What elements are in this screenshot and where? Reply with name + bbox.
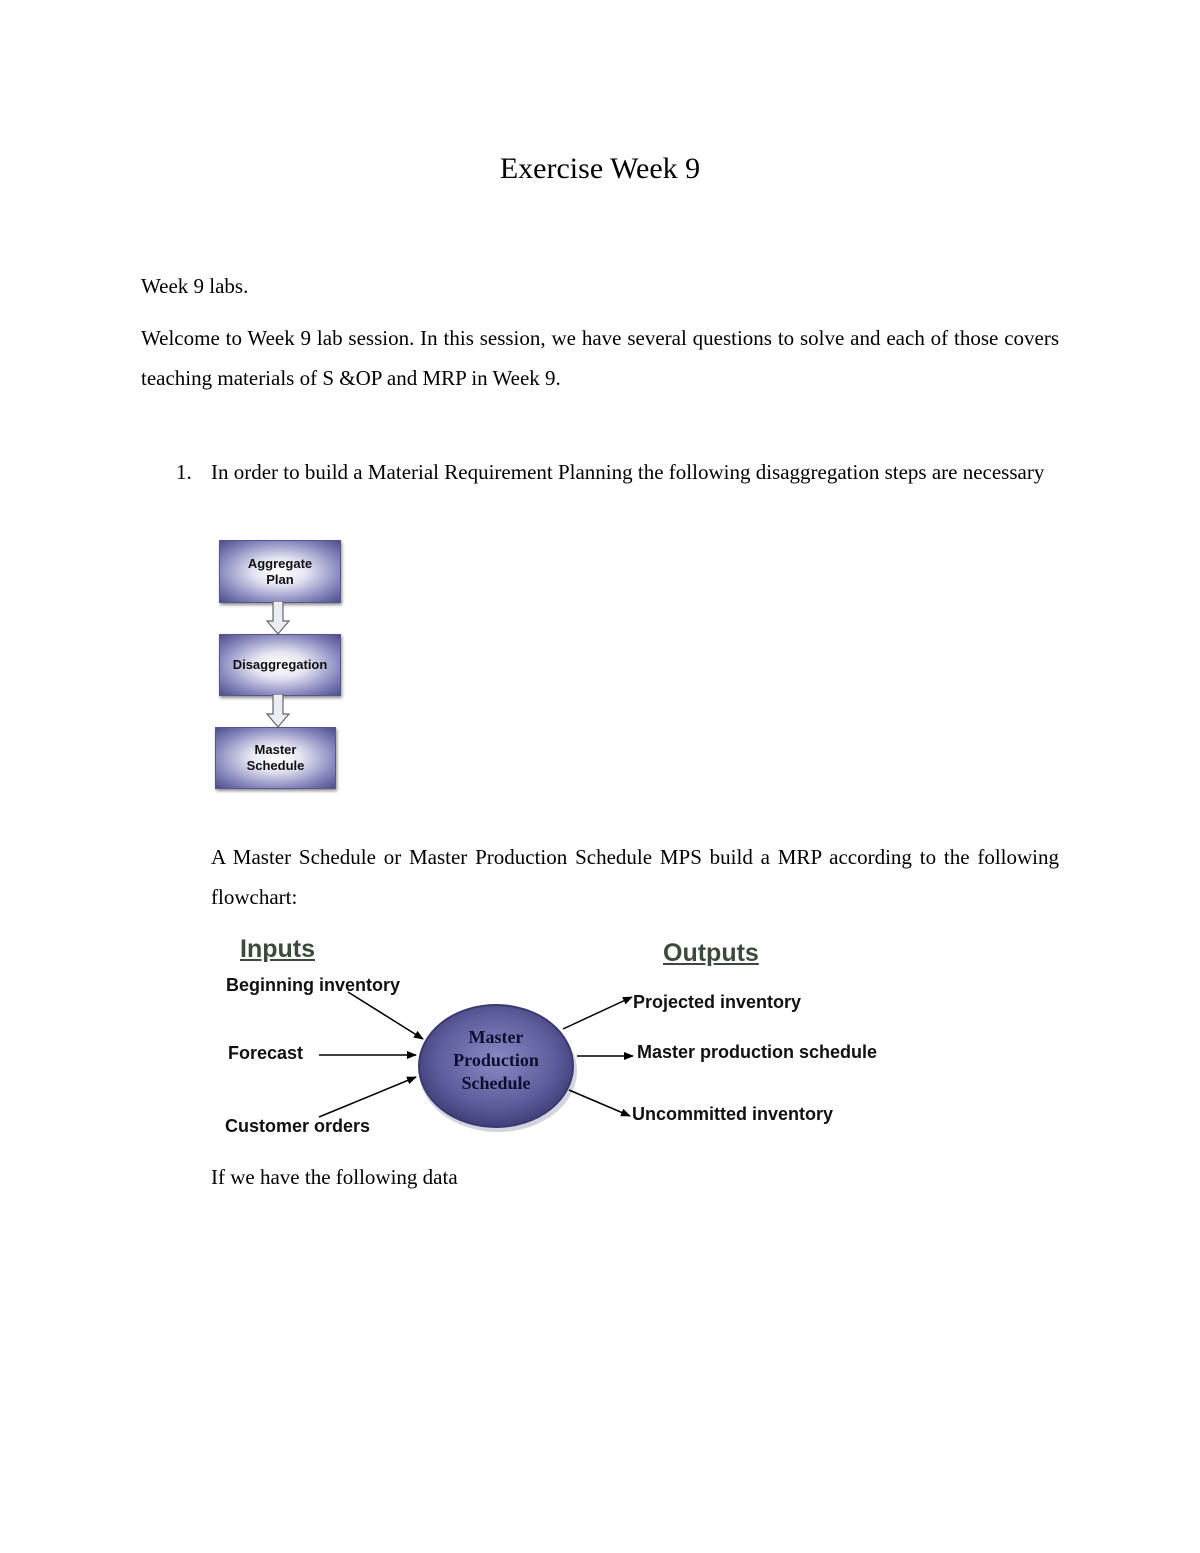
mps-paragraph: A Master Schedule or Master Production Schedule MPS build a MRP according to the following flowchart:: [211, 845, 1059, 909]
projected-inventory-arrow: [563, 997, 632, 1029]
output-projected-inventory: Projected inventory: [633, 992, 802, 1012]
master-schedule-line1: Master: [254, 742, 297, 757]
beginning-inventory-arrow: [348, 992, 423, 1039]
output-uncommitted-inventory: Uncommitted inventory: [632, 1104, 834, 1124]
uncommitted-inventory-arrow: [569, 1090, 630, 1116]
mps-center-label: [419, 1026, 573, 1095]
question-1-text: In order to build a Material Requirement Planning the following disaggregation steps are necessary: [211, 460, 1045, 484]
list-number: 1.: [176, 460, 192, 484]
outputs-heading: Outputs: [663, 939, 759, 967]
customer-orders-arrow: [319, 1077, 416, 1117]
mps-center-line2: Production: [453, 1050, 539, 1070]
mps-center-line3: Schedule: [461, 1073, 531, 1093]
aggregate-plan-line1: Aggregate: [247, 555, 313, 571]
master-schedule-line2: Schedule: [246, 758, 305, 773]
output-master-production-schedule: Master production schedule: [637, 1042, 878, 1062]
page-title: Exercise Week 9: [499, 152, 701, 185]
welcome-paragraph: Welcome to Week 9 lab session. In this session, we have several questions to solve and each of those covers teaching materials of S &OP and MRP in Week 9.: [141, 326, 1059, 390]
input-forecast: Forecast: [228, 1043, 304, 1063]
closing-line: If we have the following data: [211, 1165, 458, 1189]
input-beginning-inventory: Beginning inventory: [226, 975, 401, 995]
disaggregation-label: Disaggregation: [232, 657, 328, 672]
input-customer-orders: Customer orders: [225, 1116, 371, 1136]
mps-center-line1: Master: [468, 1027, 524, 1047]
inputs-heading: Inputs: [240, 935, 315, 963]
week-labs-line: Week 9 labs.: [141, 274, 249, 298]
aggregate-plan-line2: Plan: [266, 571, 294, 587]
